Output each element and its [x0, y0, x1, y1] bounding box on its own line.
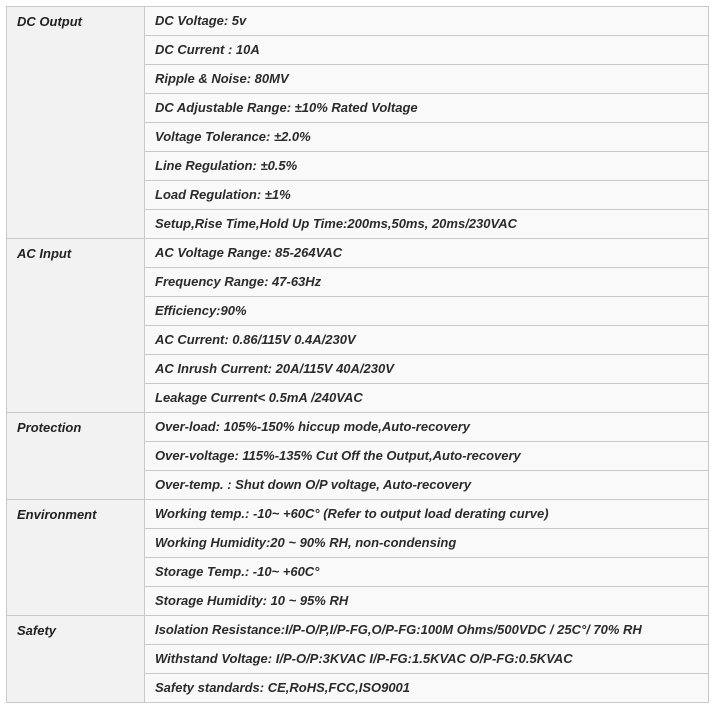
spec-value-cell: DC Adjustable Range: ±10% Rated Voltage: [145, 94, 709, 123]
spec-value-cell: Storage Humidity: 10 ~ 95% RH: [145, 587, 709, 616]
spec-row: [7, 413, 709, 442]
spec-value-cell: Voltage Tolerance: ±2.0%: [145, 123, 709, 152]
spec-row: [7, 500, 709, 529]
category-cell: Protection: [7, 413, 145, 500]
spec-value-cell: Over-voltage: 115%-135% Cut Off the Output,Auto-recovery: [145, 442, 709, 471]
spec-value-cell: Line Regulation: ±0.5%: [145, 152, 709, 181]
category-cell: DC Output: [7, 7, 145, 239]
spec-value-cell: Efficiency:90%: [145, 297, 709, 326]
spec-value-cell: Over-load: 105%-150% hiccup mode,Auto-recovery: [145, 413, 709, 442]
spec-value-cell: DC Voltage: 5v: [145, 7, 709, 36]
spec-value-cell: DC Current : 10A: [145, 36, 709, 65]
spec-value-cell: Isolation Resistance:I/P-O/P,I/P-FG,O/P-FG:100M Ohms/500VDC / 25C°/ 70% RH: [145, 616, 709, 645]
spec-value-cell: AC Inrush Current: 20A/115V 40A/230V: [145, 355, 709, 384]
spec-value-cell: Ripple & Noise: 80MV: [145, 65, 709, 94]
spec-row: [7, 616, 709, 645]
spec-value-cell: Withstand Voltage: I/P-O/P:3KVAC I/P-FG:1.5KVAC O/P-FG:0.5KVAC: [145, 645, 709, 674]
spec-table: [6, 6, 709, 703]
spec-row: [7, 7, 709, 36]
category-cell: Safety: [7, 616, 145, 703]
spec-value-cell: Over-temp. : Shut down O/P voltage, Auto-recovery: [145, 471, 709, 500]
spec-value-cell: Working temp.: -10~ +60C° (Refer to output load derating curve): [145, 500, 709, 529]
category-cell: AC Input: [7, 239, 145, 413]
spec-value-cell: Safety standards: CE,RoHS,FCC,ISO9001: [145, 674, 709, 703]
spec-value-cell: Frequency Range: 47-63Hz: [145, 268, 709, 297]
spec-value-cell: AC Current: 0.86/115V 0.4A/230V: [145, 326, 709, 355]
spec-value-cell: Load Regulation: ±1%: [145, 181, 709, 210]
spec-value-cell: Storage Temp.: -10~ +60C°: [145, 558, 709, 587]
spec-value-cell: Leakage Current< 0.5mA /240VAC: [145, 384, 709, 413]
spec-value-cell: Setup,Rise Time,Hold Up Time:200ms,50ms, 20ms/230VAC: [145, 210, 709, 239]
spec-row: [7, 239, 709, 268]
spec-value-cell: AC Voltage Range: 85-264VAC: [145, 239, 709, 268]
spec-table-body: [7, 7, 709, 703]
spec-value-cell: Working Humidity:20 ~ 90% RH, non-condensing: [145, 529, 709, 558]
category-cell: Environment: [7, 500, 145, 616]
